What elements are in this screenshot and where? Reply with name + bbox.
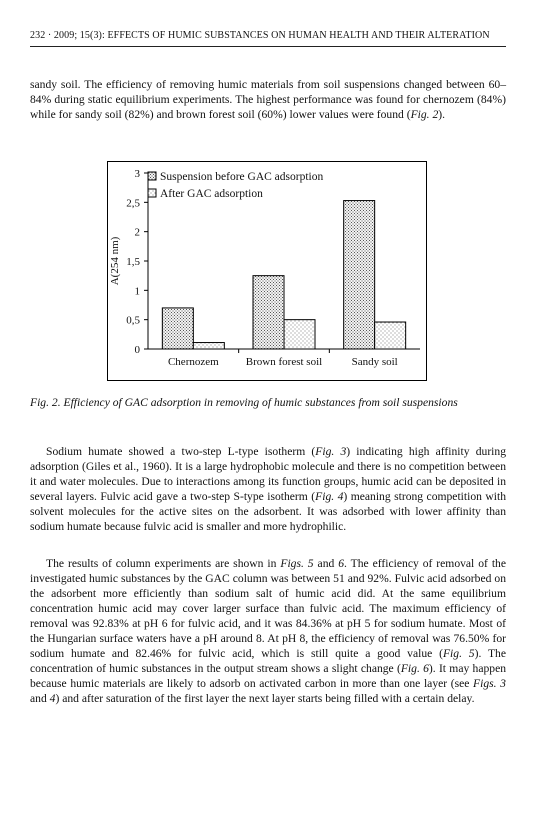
figure-2-chart bbox=[107, 161, 427, 381]
y-tick-label: 2 bbox=[134, 226, 140, 239]
p3-fig-ref-1: Figs. 5 bbox=[280, 557, 314, 570]
p3-fig-ref-2: 6 bbox=[338, 557, 345, 570]
y-tick-label: 3 bbox=[134, 168, 140, 180]
bar-before-sandy-soil bbox=[344, 201, 375, 349]
p2-text-2: ) indicating high affinity during adsorption (Giles et al., 1960). It is a large hydrophobic molecule and there is no competition between it and water molecules. Due to interactions among its function groups, humic acid can be deposited in several layers. Fulvic acid gave a two-step S-type isotherm ( bbox=[30, 445, 506, 503]
y-tick-label: 0,5 bbox=[126, 314, 140, 327]
header-rule bbox=[30, 46, 506, 47]
p3-fig-ref-4: Fig. 6 bbox=[400, 662, 429, 675]
p1-fig-ref: Fig. 2 bbox=[410, 108, 439, 121]
x-category-label: Sandy soil bbox=[351, 356, 398, 368]
chart-bars bbox=[162, 201, 405, 349]
legend-swatch-0 bbox=[148, 172, 156, 180]
legend-label-1: After GAC adsorption bbox=[160, 188, 263, 200]
p3-text-7: ) and after saturation of the first layer the next layer starts being filled with a certain delay. bbox=[55, 692, 475, 705]
p2-fig-ref-1: Fig. 3 bbox=[315, 445, 347, 458]
bar-after-sandy-soil bbox=[375, 322, 406, 349]
p3-fig-ref-3: Fig. 5 bbox=[442, 647, 475, 660]
y-tick-label: 0 bbox=[134, 344, 140, 356]
legend-label-0: Suspension before GAC adsorption bbox=[160, 171, 324, 183]
x-category-label: Brown forest soil bbox=[245, 356, 323, 368]
x-category-label: Chernozem bbox=[167, 356, 219, 368]
figure-caption-text: Fig. 2. Efficiency of GAC adsorption in removing of humic substances from soil suspensions bbox=[30, 396, 458, 409]
y-axis-title: A(254 nm) bbox=[109, 236, 121, 286]
bar-after-brown-forest-soil bbox=[284, 320, 315, 349]
bar-before-brown-forest-soil bbox=[253, 276, 284, 349]
chart-legend bbox=[148, 171, 323, 200]
y-tick-label: 2,5 bbox=[126, 197, 140, 210]
p3-text-6: and bbox=[30, 692, 50, 705]
p3-fig-ref-6: 4 bbox=[49, 692, 56, 705]
paragraph-2 bbox=[30, 444, 506, 534]
p3-text-3: . The efficiency of removal of the investigated humic substances by the GAC column was between 51 and 92%. Fulvic acid adsorbed on the adsorbent more efficiently than sodium salt of humic acid did. At the same equilibrium concentration humic acid may cover larger surface than fulvic acid. The maximum efficiency of removal was 92.83% at pH 6 for fulvic acid, and it was 84.36% at pH 5 for sodium humate. Most of the Hungarian surface waters have a pH around 8. At pH 8, the efficiency of removal was 76.50% for sodium humate and 82.46% for fulvic acid, which is still quite a good value ( bbox=[30, 557, 506, 660]
y-tick-label: 1,5 bbox=[126, 256, 140, 268]
legend-swatch-1 bbox=[148, 189, 156, 197]
p3-text-1: The results of column experiments are shown in bbox=[46, 557, 281, 570]
paragraph-1 bbox=[30, 77, 506, 122]
p2-text-3: ) meaning strong competition with solvent molecules for the active sites on the adsorbent. It was adsorbed with lower affinity than sodium humate because fulvic acid is smaller and more hydrophilic. bbox=[30, 490, 506, 533]
p2-fig-ref-2: Fig. 4 bbox=[315, 490, 344, 503]
running-head bbox=[30, 30, 506, 41]
p3-text-5: ). It may happen because humic materials are likely to adsorb on activated carbon in more than one layer (see bbox=[30, 662, 507, 690]
running-head-text: 232 · 2009; 15(3): EFFECTS OF HUMIC SUBSTANCES ON HUMAN HEALTH AND THEIR ALTERATION bbox=[30, 30, 490, 41]
p1-text-1: sandy soil. The efficiency of removing humic materials from soil suspensions changed between 60–84% during static equilibrium experiments. The highest performance was found for chernozem (84%) while for sandy soil (82%) and brown forest soil (60%) lower values were found ( bbox=[30, 78, 506, 121]
paragraph-3 bbox=[30, 556, 506, 706]
bar-chart bbox=[108, 162, 426, 380]
p2-text-1: Sodium humate showed a two-step L-type isotherm ( bbox=[46, 445, 316, 458]
bar-before-chernozem bbox=[162, 308, 193, 349]
p3-fig-ref-5: Figs. 3 bbox=[473, 677, 506, 690]
figure-caption bbox=[30, 395, 506, 410]
bar-after-chernozem bbox=[193, 343, 224, 349]
p1-text-2: ). bbox=[438, 108, 446, 121]
p3-text-4: ). The concentration of humic substances in the output stream shows a slight change ( bbox=[30, 647, 506, 675]
p3-text-2: and bbox=[313, 557, 339, 570]
y-tick-label: 1 bbox=[134, 285, 140, 298]
